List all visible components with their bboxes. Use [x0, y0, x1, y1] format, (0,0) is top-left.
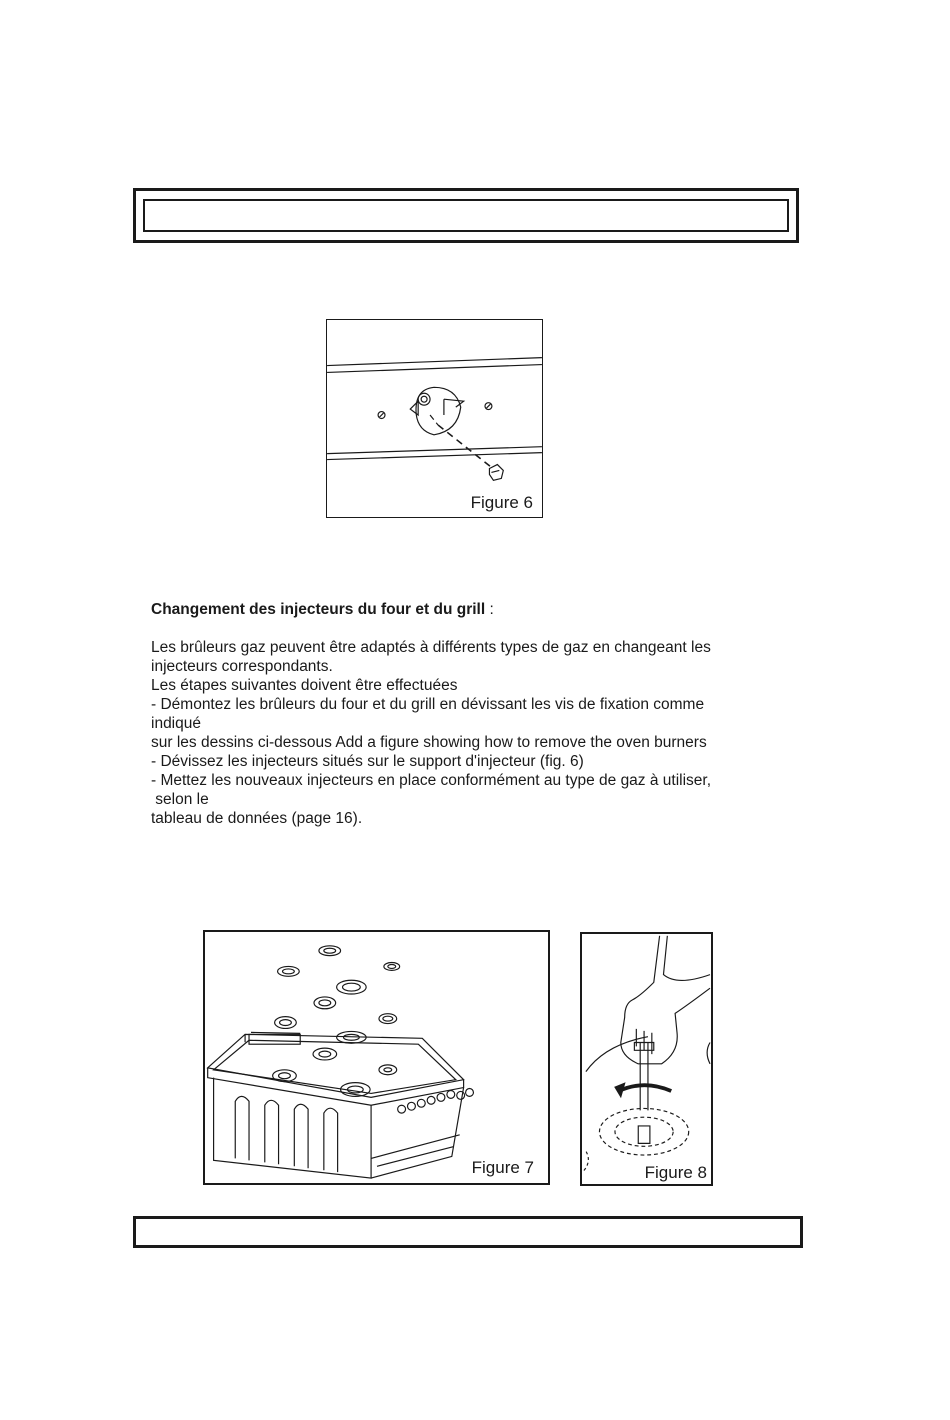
- injector-change-section: [151, 600, 791, 828]
- body-line: sur les dessins ci-dessous Add a figure showing how to remove the oven burners: [151, 734, 707, 751]
- body-line: indiqué: [151, 715, 201, 732]
- section-title-bold: Changement des injecteurs du four et du grill: [151, 601, 486, 618]
- figure-7-caption: Figure 7: [471, 1158, 534, 1177]
- cooker-burners-illustration: [205, 932, 548, 1183]
- injector-support-illustration: [327, 320, 542, 517]
- footer-frame: [133, 1216, 803, 1248]
- body-line: Les étapes suivantes doivent être effectuées: [151, 677, 458, 694]
- body-line: injecteurs correspondants.: [151, 658, 333, 675]
- body-line: - Dévissez les injecteurs situés sur le support d'injecteur (fig. 6): [151, 753, 584, 770]
- body-line: - Démontez les brûleurs du four et du grill en dévissant les vis de fixation comme: [151, 696, 705, 713]
- section-title-suffix: :: [485, 601, 494, 618]
- body-line: Les brûleurs gaz peuvent être adaptés à différents types de gaz en changeant les: [151, 639, 711, 656]
- figure-7: [203, 930, 550, 1185]
- figure-6: [326, 319, 543, 518]
- body-line: selon le: [151, 791, 209, 808]
- header-inner-frame: [143, 199, 789, 232]
- figure-6-caption: Figure 6: [470, 493, 533, 512]
- hand-unscrewing-injector-illustration: [582, 934, 711, 1184]
- section-title: [151, 600, 791, 619]
- header-frame: [133, 188, 799, 243]
- body-line: - Mettez les nouveaux injecteurs en place conformément au type de gaz à utiliser,: [151, 772, 712, 789]
- figure-8: [580, 932, 713, 1186]
- figure-8-caption: Figure 8: [644, 1163, 707, 1182]
- body-line: tableau de données (page 16).: [151, 810, 363, 827]
